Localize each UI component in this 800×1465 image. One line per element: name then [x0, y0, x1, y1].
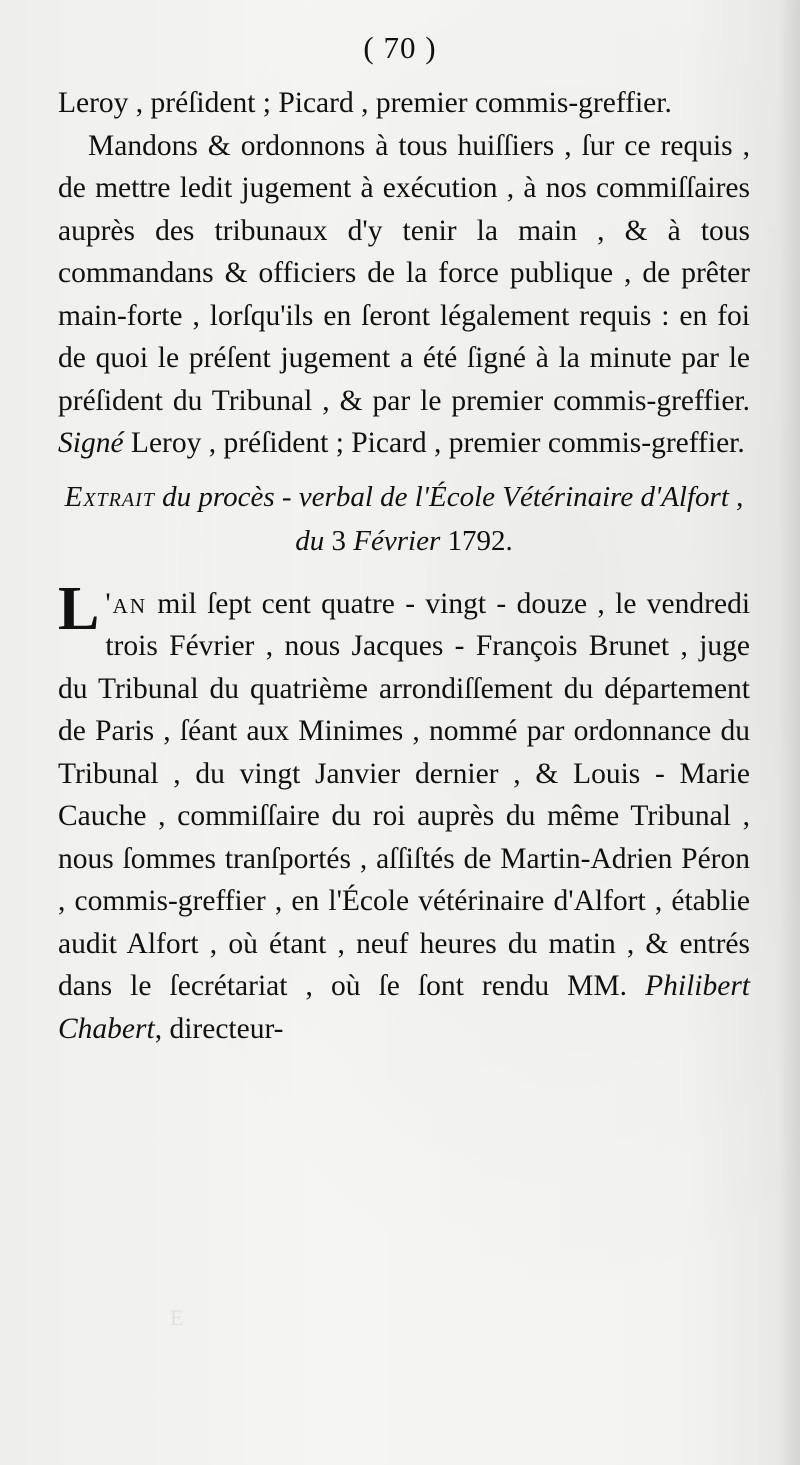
extrait-lead: Extrait [64, 480, 155, 513]
extrait-day: 3 [331, 524, 347, 557]
signature-line: Leroy , préſident ; Picard , premier commis-greffier. [130, 427, 745, 459]
page-number: ( 70 ) [363, 30, 437, 65]
proces-verbal-text: mil ſept cent quatre - vingt - douze , le vendredi trois Février , nous Jacques - François Brunet , juge du Tribunal du quatrième arrondiſſement du département de Paris , ſéant aux Minimes , nommé par ordonnance du Tribunal , du vingt Janvier dernier , & Louis - Marie Cauche , commiſſaire du roi auprès du même Tribunal , nous ſommes tranſportés , aſſiſtés de Martin-Adrien Péron , commis-greffier , en l'École vétérinaire d'Alfort , établie audit Alfort , où étant , neuf heures du matin , & entrés dans le ſecrétariat , où ſe ſont rendu MM. [58, 587, 751, 1002]
proces-verbal-tail: , directeur- [154, 1012, 284, 1045]
paragraph-mandons [58, 125, 750, 465]
paragraph-proces-verbal [58, 574, 751, 1051]
spine-shadow [778, 0, 800, 1465]
paragraph-mandons-text: Mandons & ordonnons à tous huiſſiers , ſur ce requis , de mettre ledit jugement à exécution , à nos commiſſaires auprès des tribunaux d'y tenir la main , & à tous commandans & officiers de la force publique , de prêter main-forte , lorſqu'ils en ſeront légalement requis : en foi de quoi le préſent jugement a été ſigné à la minute par le préſident du Tribunal , & par le premier commis-greffier. [58, 129, 750, 417]
opening-smallcaps: 'an [105, 587, 148, 620]
text-block [58, 82, 750, 1050]
faint-signature-mark: E [170, 1305, 184, 1330]
section-heading-extrait [58, 475, 750, 563]
extrait-rest: du procès - verbal de l'École Vétérinaire d'Alfort , du [162, 480, 744, 557]
person-name: Philibert Chabert [58, 970, 751, 1045]
extrait-year: 1792. [447, 524, 513, 557]
extrait-month: Février [353, 524, 441, 557]
signed-word: Signé [58, 427, 124, 459]
paragraph-continuation: Leroy , préſident ; Picard , premier commis-greffier. [58, 87, 672, 119]
drop-cap: L [58, 574, 100, 643]
